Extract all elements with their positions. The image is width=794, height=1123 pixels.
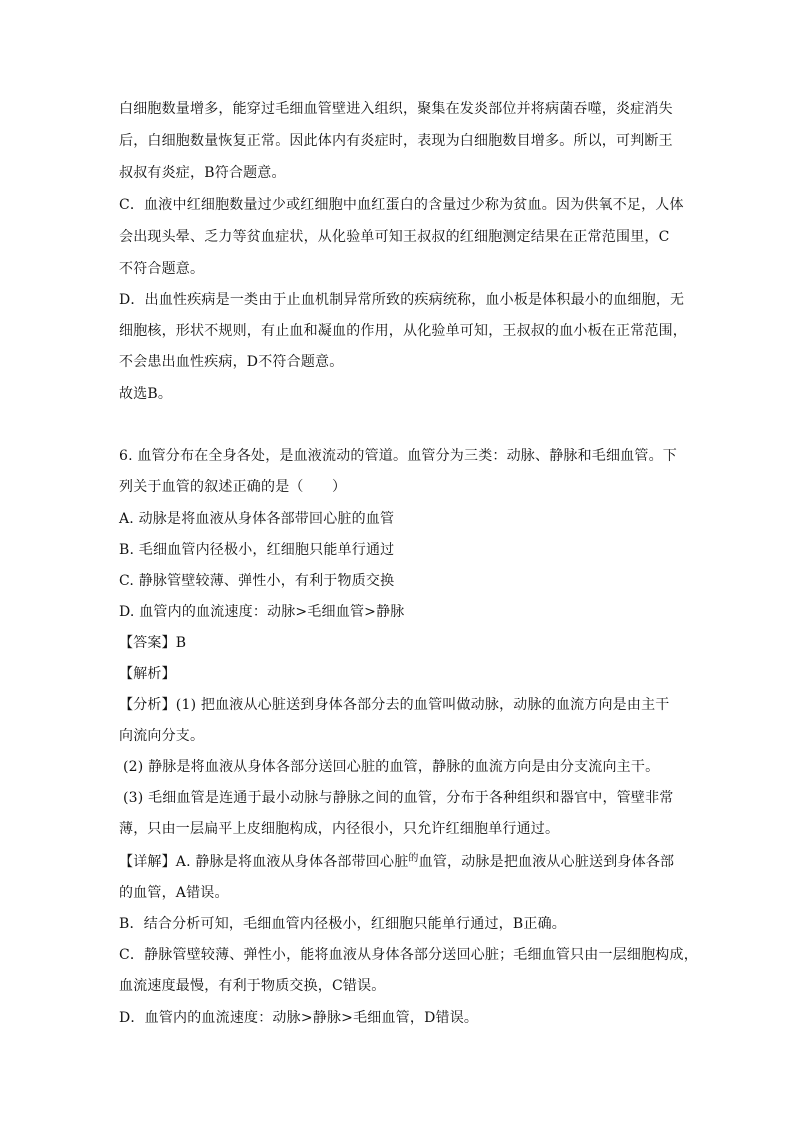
analysis-heading: 【解析】 xyxy=(119,666,176,682)
c-explanation-line-2: 会出现头晕、乏力等贫血症状，从化验单可知王叔叔的红细胞测定结果在正常范围里，C xyxy=(119,229,670,245)
xiangjie-option-c-line-2: 血流速度最慢，有利于物质交换，C错误。 xyxy=(119,978,386,994)
fenxi-line-5: 薄，只由一层扁平上皮细胞构成，内径很小，只允许红细胞单行通过。 xyxy=(119,821,560,837)
xiangjie-line-2: 的血管，A错误。 xyxy=(119,885,229,901)
previous-conclusion: 故选B。 xyxy=(119,386,173,402)
xiangjie-option-c-line-1: C．静脉管壁较薄、弹性小，能将血液从身体各部分送回心脏；毛细血管只由一层细胞构成， xyxy=(119,947,698,963)
b-explanation-line-3: 叔叔有炎症，B符合题意。 xyxy=(119,165,286,181)
d-explanation-line-1: D．出血性疾病是一类由于止血机制异常所致的疾病统称，血小板是体积最小的血细胞，无 xyxy=(119,292,685,308)
fenxi-line-3: (2) 静脉是将血液从身体各部分送回心脏的血管，静脉的血流方向是由分支流向主干。 xyxy=(123,759,660,775)
xiangjie-line-1-part-b: 血管，动脉是把血液从心脏送到身体各部 xyxy=(418,854,675,870)
superscript-de: 的 xyxy=(408,853,419,864)
b-explanation-line-1: 白细胞数量增多，能穿过毛细血管壁进入组织，聚集在发炎部位并将病菌吞噬，炎症消失 xyxy=(119,101,673,117)
fenxi-line-4: (3) 毛细血管是连通于最小动脉与静脉之间的血管，分布于各种组织和器官中，管壁非常 xyxy=(123,790,674,806)
xiangjie-option-d: D．血管内的血流速度：动脉>静脉>毛细血管，D错误。 xyxy=(119,1010,479,1026)
d-explanation-line-3: 不会患出血性疾病，D不符合题意。 xyxy=(119,354,344,370)
answer-label: 【答案】B xyxy=(119,635,187,651)
fenxi-line-1: 【分析】(1) 把血液从心脏送到身体各部分去的血管叫做动脉，动脉的血流方向是由主干 xyxy=(119,697,670,713)
c-explanation-line-1: C．血液中红细胞数量过少或红细胞中血红蛋白的含量过少称为贫血。因为供氧不足，人体 xyxy=(119,197,684,213)
xiangjie-option-b: B．结合分析可知，毛细血管内径极小，红细胞只能单行通过，B正确。 xyxy=(119,916,566,932)
option-d: D. 血管内的血流速度：动脉>毛细血管>静脉 xyxy=(119,604,405,620)
option-c: C. 静脉管壁较薄、弹性小，有利于物质交换 xyxy=(119,573,395,589)
xiangjie-line-1-part-a: 【详解】A. 静脉是将血液从身体各部带回心脏 xyxy=(119,854,409,870)
option-b: B. 毛细血管内径极小，红细胞只能单行通过 xyxy=(119,542,395,558)
question-6-stem-line-1: 6. 血管分布在全身各处，是血液流动的管道。血管分为三类：动脉、静脉和毛细血管。下 xyxy=(119,448,678,464)
question-6-stem-line-2: 列关于血管的叙述正确的是（ ） xyxy=(119,479,347,495)
xiangjie-line-1 xyxy=(119,853,679,873)
b-explanation-line-2: 后，白细胞数量恢复正常。因此体内有炎症时，表现为白细胞数目增多。所以，可判断王 xyxy=(119,133,673,149)
d-explanation-line-2: 细胞核，形状不规则，有止血和凝血的作用，从化验单可知，王叔叔的血小板在正常范围， xyxy=(119,323,687,339)
fenxi-line-2: 向流向分支。 xyxy=(119,728,205,744)
c-explanation-line-3: 不符合题意。 xyxy=(119,261,205,277)
option-a: A. 动脉是将血液从身体各部带回心脏的血管 xyxy=(119,511,395,527)
